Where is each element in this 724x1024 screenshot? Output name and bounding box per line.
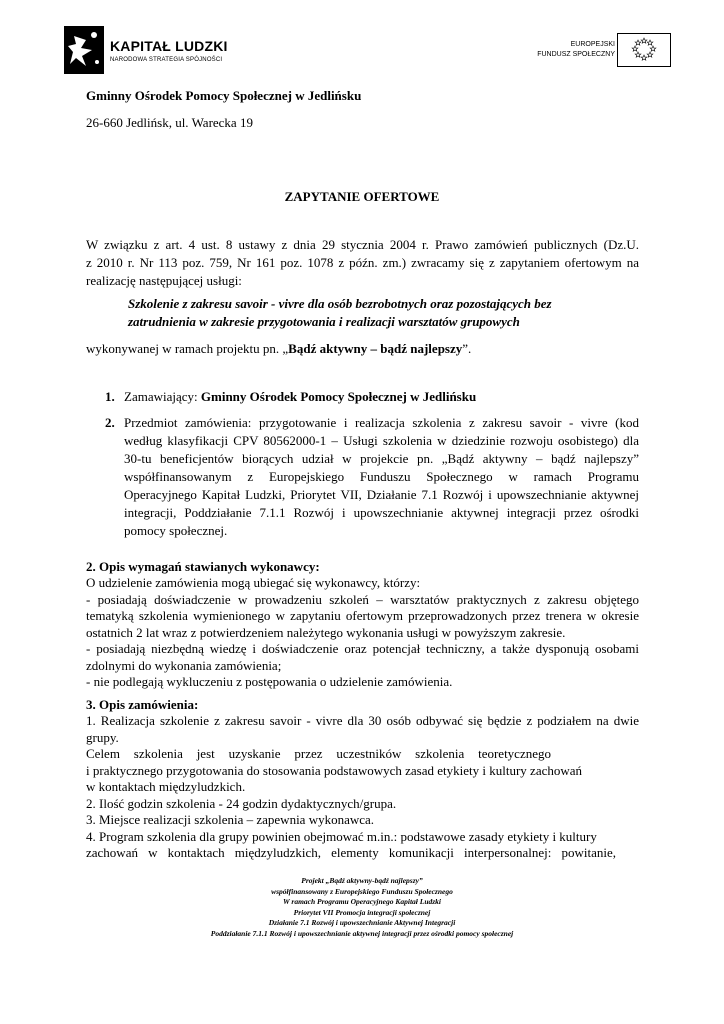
kapital-ludzki-logo (64, 26, 234, 76)
footer-line: Projekt „Bądź aktywny-bądź najlepszy” (301, 876, 423, 885)
footer-line: współfinansowany z Europejskiego Funduszu Społecznego (271, 886, 453, 896)
eu-flag-icon (617, 33, 671, 67)
section3-heading: 3. Opis zamówienia: (86, 697, 199, 712)
intro-line: W związku z art. 4 ust. 8 ustawy z dnia 29 stycznia 2004 r. Prawo zamówień publicznych (Dz.U. (86, 237, 639, 252)
project-name: Bądź aktywny – bądź najlepszy (288, 341, 463, 356)
project-suffix: ”. (462, 341, 472, 356)
eu-logo-line1: EUROPEJSKI (570, 41, 615, 48)
section2-line: tematyką szkolenia wymienionego w zapytaniu ofertowym przeprowadzonych przez trenera w okresie (86, 608, 639, 623)
item1-text (124, 388, 476, 406)
section3-body (86, 713, 639, 862)
item2-paragraph (124, 414, 639, 540)
item2-line: Operacyjnego Kapitał Ludzki, Priorytet VII, Działanie 7.1 Rozwój i upowszechnianie aktywnej (124, 487, 639, 502)
section2-line: O udzielenie zamówienia mogą ubiegać się wykonawcy, którzy: (86, 575, 421, 590)
kl-logo-title: KAPITAŁ LUDZKI (110, 38, 228, 54)
section3-line: Celem szkolenia jest uzyskanie przez uczestników szkolenia teoretycznego (86, 746, 551, 761)
kl-logo-subtitle: NARODOWA STRATEGIA SPÓJNOŚCI (110, 57, 223, 63)
section3-line: 2. Ilość godzin szkolenia - 24 godzin dydaktycznych/grupa. (86, 795, 397, 811)
footer-line: Priorytet VII Promocja integracji społecznej (293, 907, 431, 917)
section3-line: grupy. (86, 729, 119, 745)
section2-line: - posiadają niezbędną wiedzę i doświadczenie oraz potencjał techniczny, a także dysponują osobami (86, 641, 639, 656)
section2-line: - posiadają doświadczenie w prowadzeniu szkoleń – warsztatów praktycznych z zakresu objętego (86, 591, 639, 607)
document-footer (0, 876, 724, 939)
footer-line: Poddziałanie 7.1.1 Rozwój i upowszechnianie aktywnej integracji przez ośrodki pomocy społecznej (210, 928, 514, 938)
intro-line: z 2010 r. Nr 113 poz. 759, Nr 161 poz. 1078 z późn. zm.) zwracamy się z zapytaniem ofertowym na (86, 255, 639, 270)
project-prefix: wykonywanej w ramach projektu pn. „ (86, 341, 289, 356)
item2-number: 2. (105, 415, 115, 430)
footer-line: Działanie 7.1 Rozwój i upowszechnianie Aktywnej Integracji (268, 918, 456, 927)
section3-line: 1. Realizacja szkolenie z zakresu savoir - vivre dla 30 osób odbywać się będzie z podziałem na dwie (86, 713, 639, 728)
section3-line: w kontaktach międzyludzkich. (86, 779, 246, 794)
kapital-ludzki-mark-icon (64, 26, 104, 74)
eu-social-fund-logo (535, 33, 671, 67)
item1-value: Gminny Ośrodek Pomocy Społecznej w Jedlińsku (200, 389, 477, 404)
service-line: zatrudnienia w zakresie przygotowania i realizacji warsztatów grupowych (128, 314, 520, 329)
item2-line: 30-tu beneficjentów biorących udział w projekcie pn. „Bądź aktywny – bądź najlepszy” (124, 451, 639, 466)
item1-label: Zamawiający: (124, 389, 201, 404)
project-line (86, 340, 471, 358)
section3-line: zachowań w kontaktach międzyludzkich, elementy komunikacji interpersonalnej: powitanie, (86, 845, 616, 860)
item2-line: według klasyfikacji CPV 80562000-1 – Usługi szkolenia w dziedzinie rozwoju osobistego) dla (124, 433, 639, 448)
service-description (128, 295, 588, 331)
sender-name: Gminny Ośrodek Pomocy Społecznej w Jedlińsku (86, 88, 362, 103)
section2-heading: 2. Opis wymagań stawianych wykonawcy: (86, 559, 320, 574)
service-line: Szkolenie z zakresu savoir - vivre dla osób bezrobotnych oraz pozostających bez (128, 296, 552, 311)
item2-line: integracji, Poddziałanie 7.1.1 Rozwój i upowszechnianie aktywnej integracji przez ośrodki (124, 505, 639, 520)
section2-body (86, 575, 639, 691)
section2-line: ostatnich 2 lat wraz z potwierdzeniem należytego wykonania usługi w powyższym zakresie. (86, 624, 566, 640)
eu-logo-line2: FUNDUSZ SPOŁECZNY (537, 51, 615, 58)
section3-line: i praktycznego przygotowania do stosowania podstawowych zasad etykiety i kultury zachowań (86, 762, 583, 778)
item2-line: pomocy społecznej. (124, 523, 228, 538)
sender-address: 26-660 Jedlińsk, ul. Warecka 19 (86, 115, 253, 130)
footer-line: W ramach Programu Operacyjnego Kapitał Ludzki (283, 897, 441, 906)
section2-line: - nie podlegają wykluczeniu z postępowania o udzielenie zamówienia. (86, 674, 453, 689)
intro-line: realizację następującej usługi: (86, 273, 242, 288)
eu-logo-text (537, 40, 615, 60)
section3-line: 4. Program szkolenia dla grupy powinien obejmować m.in.: podstawowe zasady etykiety i kultury (86, 828, 597, 844)
item1-number: 1. (105, 389, 115, 404)
section3-line: 3. Miejsce realizacji szkolenia – zapewnia wykonawca. (86, 812, 375, 827)
document-title: ZAPYTANIE OFERTOWE (284, 189, 440, 204)
section2-line: zdolnymi do wykonania zamówienia; (86, 657, 282, 673)
intro-paragraph (86, 236, 639, 290)
item2-line: Przedmiot zamówienia: przygotowanie i realizacja szkolenia z zakresu savoir - vivre (kod (124, 415, 639, 430)
item2-line: współfinansowanym z Europejskiego Funduszu Społecznego w ramach Programu (124, 469, 639, 484)
